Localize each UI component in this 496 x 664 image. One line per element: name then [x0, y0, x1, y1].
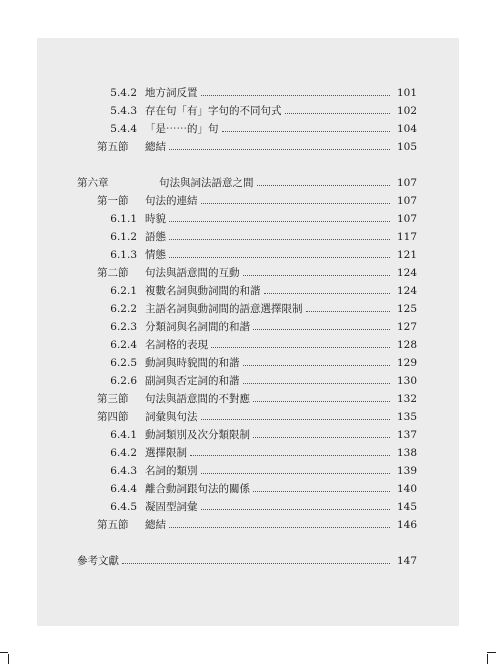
- toc-entry-title: 詞彙與句法: [145, 411, 198, 423]
- toc-entry-page: 128: [396, 339, 417, 351]
- dot-leader: [169, 526, 390, 528]
- crop-mark: [0, 652, 8, 653]
- dot-leader: [222, 130, 391, 132]
- toc-entry-page: 135: [396, 411, 417, 423]
- dot-leader: [243, 382, 391, 384]
- toc-entry-page: 125: [396, 303, 417, 315]
- book-page: [37, 38, 459, 626]
- toc-entry: [107, 444, 417, 460]
- toc-entry: [107, 84, 417, 100]
- toc-entry-page: 147: [396, 555, 417, 567]
- toc-entry-title: 語態: [145, 231, 166, 243]
- dot-leader: [201, 418, 391, 420]
- dot-leader: [257, 184, 391, 186]
- toc-entry: [97, 516, 417, 532]
- toc-entry-title: 動詞類別及次分類限制: [145, 429, 250, 441]
- dot-leader: [285, 112, 391, 114]
- toc-entry-number: 第一節: [97, 195, 129, 207]
- toc-entry: [107, 210, 417, 226]
- toc-entry: [97, 192, 417, 208]
- crop-mark: [487, 654, 488, 664]
- toc-entry: [97, 408, 417, 424]
- toc-entry-number: 第四節: [97, 411, 129, 423]
- toc-entry: [77, 174, 417, 190]
- toc-entry-number: 6.2.6: [110, 375, 137, 387]
- toc-entry-page: 102: [396, 105, 417, 117]
- toc-entry-number: 第三節: [97, 393, 129, 405]
- toc-entry: [107, 228, 417, 244]
- toc-entry: [107, 246, 417, 262]
- toc-entry-page: 117: [396, 231, 417, 243]
- toc-entry-page: 129: [396, 357, 417, 369]
- toc-entry-page: 121: [396, 249, 417, 261]
- crop-mark: [487, 652, 496, 653]
- toc-entry: [107, 462, 417, 478]
- toc-entry-number: 6.4.2: [110, 447, 137, 459]
- toc-entry-number: 第五節: [97, 141, 129, 153]
- dot-leader: [253, 328, 390, 330]
- toc-entry-page: 138: [396, 447, 417, 459]
- toc-entry-number: 第五節: [97, 519, 129, 531]
- toc-entry-number: 5.4.4: [110, 123, 137, 135]
- toc-entry-number: 5.4.3: [110, 105, 137, 117]
- crop-mark: [8, 654, 9, 664]
- dot-leader: [169, 238, 390, 240]
- toc-entry: [107, 318, 417, 334]
- toc-entry: [97, 264, 417, 280]
- toc-entry: [107, 426, 417, 442]
- toc-entry-title: 名詞格的表現: [145, 339, 208, 351]
- toc-entry-number: 6.1.1: [110, 213, 137, 225]
- toc-entry: [107, 336, 417, 352]
- toc-entry-title: 句法與語意間的互動: [145, 267, 240, 279]
- toc-entry: [97, 390, 417, 406]
- toc-entry-page: 132: [396, 393, 417, 405]
- toc-entry-number: 6.4.5: [110, 501, 137, 513]
- dot-leader: [169, 256, 390, 258]
- toc-entry-title: 情態: [145, 249, 166, 261]
- dot-leader: [190, 454, 390, 456]
- toc-entry-page: 130: [396, 375, 417, 387]
- toc-entry-title: 動詞與時貌間的和諧: [145, 357, 240, 369]
- toc-entry: [107, 102, 417, 118]
- dot-leader: [253, 490, 390, 492]
- toc-entry-title: 複數名詞與動詞間的和諧: [145, 285, 261, 297]
- toc-entry-title: 時貌: [145, 213, 166, 225]
- toc-entry: [107, 480, 417, 496]
- toc-entry-number: 6.4.3: [110, 465, 137, 477]
- dot-leader: [306, 310, 391, 312]
- toc-entry-title: 選擇限制: [145, 447, 187, 459]
- toc-entry-page: 146: [396, 519, 417, 531]
- toc-entry-page: 127: [396, 321, 417, 333]
- dot-leader: [243, 274, 391, 276]
- toc-entry-title: 總結: [145, 141, 166, 153]
- toc-entry: [107, 498, 417, 514]
- toc-entry-title: 總結: [145, 519, 166, 531]
- toc-entry-title: 句法的連結: [145, 195, 198, 207]
- toc-entry: [97, 138, 417, 154]
- toc-entry-page: 105: [396, 141, 417, 153]
- toc-entry-page: 139: [396, 465, 417, 477]
- toc-entry-number: 6.2.3: [110, 321, 137, 333]
- toc-entry-number: 6.4.1: [110, 429, 137, 441]
- toc-entry-title: 句法與語意間的不對應: [145, 393, 250, 405]
- dot-leader: [264, 292, 391, 294]
- toc-entry-title: 主語名詞與動詞間的語意選擇限制: [145, 303, 303, 315]
- dot-leader: [169, 220, 390, 222]
- toc-entry-number: 6.2.5: [110, 357, 137, 369]
- toc-entry-page: 107: [396, 195, 417, 207]
- toc-entry-number: 6.1.2: [110, 231, 137, 243]
- toc-entry: [77, 552, 417, 568]
- toc-entry-page: 107: [396, 213, 417, 225]
- dot-leader: [122, 562, 390, 564]
- dot-leader: [201, 472, 391, 474]
- dot-leader: [201, 508, 391, 510]
- toc-entry-number: 6.4.4: [110, 483, 137, 495]
- toc-entry-title: 凝固型詞彙: [145, 501, 198, 513]
- toc-entry-page: 101: [396, 87, 417, 99]
- dot-leader: [201, 202, 391, 204]
- toc-entry-number: 第六章: [77, 177, 109, 189]
- dot-leader: [253, 400, 390, 402]
- toc-entry-page: 137: [396, 429, 417, 441]
- toc-entry-title: 參考文獻: [77, 555, 119, 567]
- toc-entry-title: 離合動詞跟句法的關係: [145, 483, 250, 495]
- toc-entry-number: 第二節: [97, 267, 129, 279]
- dot-leader: [253, 436, 390, 438]
- toc-entry-number: 5.4.2: [110, 87, 137, 99]
- toc-entry: [107, 372, 417, 388]
- toc-entry-title: 存在句「有」字句的不同句式: [145, 105, 282, 117]
- toc-entry: [107, 300, 417, 316]
- toc-entry: [107, 354, 417, 370]
- dot-leader: [211, 346, 390, 348]
- toc-entry-title: 「是⋯⋯的」句: [145, 123, 219, 135]
- dot-leader: [243, 364, 391, 366]
- toc-entry-page: 104: [396, 123, 417, 135]
- toc-entry-number: 6.2.2: [110, 303, 137, 315]
- toc-entry: [107, 282, 417, 298]
- dot-leader: [169, 148, 390, 150]
- toc-entry-page: 145: [396, 501, 417, 513]
- toc-entry-number: 6.2.4: [110, 339, 137, 351]
- toc-entry-title: 分類詞與名詞間的和諧: [145, 321, 250, 333]
- toc-entry-page: 140: [396, 483, 417, 495]
- toc-entry-page: 124: [396, 267, 417, 279]
- toc-entry-number: 6.1.3: [110, 249, 137, 261]
- toc-entry: [107, 120, 417, 136]
- toc-entry-page: 124: [396, 285, 417, 297]
- toc-entry-title: 地方詞反置: [145, 87, 198, 99]
- toc-entry-title: 名詞的類別: [145, 465, 198, 477]
- toc-entry-title: 副詞與否定詞的和諧: [145, 375, 240, 387]
- toc-entry-title: 句法與詞法語意之間: [159, 177, 254, 189]
- toc-entry-number: 6.2.1: [110, 285, 137, 297]
- toc-entry-page: 107: [396, 177, 417, 189]
- dot-leader: [201, 94, 391, 96]
